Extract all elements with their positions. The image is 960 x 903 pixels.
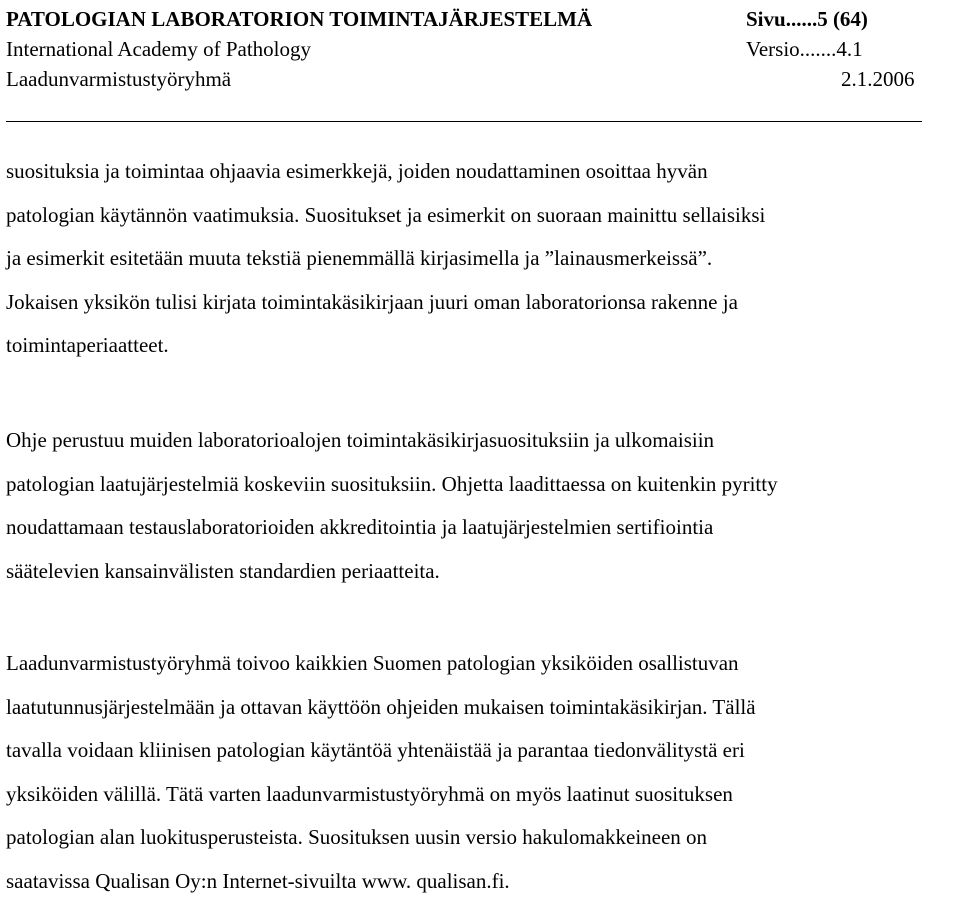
paragraph-line: toimintaperiaatteet. [6, 324, 941, 368]
header-row-group [6, 64, 936, 94]
paragraph-1 [6, 150, 941, 368]
paragraph-line: yksiköiden välillä. Tätä varten laadunvarmistustyöryhmä on myös laatinut suosituksen [6, 773, 941, 817]
paragraph-2 [6, 419, 941, 593]
paragraph-line: Laadunvarmistustyöryhmä toivoo kaikkien Suomen patologian yksiköiden osallistuvan [6, 642, 941, 686]
paragraph-line: patologian käytännön vaatimuksia. Suositukset ja esimerkit on suoraan mainittu sellaisiksi [6, 194, 941, 238]
document-title: PATOLOGIAN LABORATORION TOIMINTAJÄRJESTELMÄ [6, 4, 592, 34]
page-number: Sivu......5 (64) [746, 4, 936, 34]
version-number: Versio.......4.1 [746, 34, 936, 64]
header-row-title [6, 4, 936, 34]
header-row-organization [6, 34, 936, 64]
paragraph-line: saatavissa Qualisan Oy:n Internet-sivuilta www. qualisan.fi. [6, 860, 941, 903]
paragraph-line: Jokaisen yksikön tulisi kirjata toimintakäsikirjaan juuri oman laboratorionsa rakenne ja [6, 281, 941, 325]
paragraph-line: laatutunnusjärjestelmään ja ottavan käyttöön ohjeiden mukaisen toimintakäsikirjan. Tällä [6, 686, 941, 730]
paragraph-line: Ohje perustuu muiden laboratorioalojen toimintakäsikirjasuosituksiin ja ulkomaisiin [6, 419, 941, 463]
paragraph-line: suosituksia ja toimintaa ohjaavia esimerkkejä, joiden noudattaminen osoittaa hyvän [6, 150, 941, 194]
document-date: 2.1.2006 [841, 64, 936, 94]
header-divider [6, 121, 922, 122]
paragraph-line: patologian alan luokitusperusteista. Suosituksen uusin versio hakulomakkeineen on [6, 816, 941, 860]
paragraph-line: patologian laatujärjestelmiä koskeviin suosituksiin. Ohjetta laadittaessa on kuitenkin pyritty [6, 463, 941, 507]
paragraph-line: noudattamaan testauslaboratorioiden akkreditointia ja laatujärjestelmien sertifiointia [6, 506, 941, 550]
paragraph-line: tavalla voidaan kliinisen patologian käytäntöä yhtenäistää ja parantaa tiedonvälitystä eri [6, 729, 941, 773]
group-name: Laadunvarmistustyöryhmä [6, 64, 231, 94]
paragraph-line: säätelevien kansainvälisten standardien periaatteita. [6, 550, 941, 594]
paragraph-line: ja esimerkit esitetään muuta tekstiä pienemmällä kirjasimella ja ”lainausmerkeissä”. [6, 237, 941, 281]
organization-name: International Academy of Pathology [6, 34, 311, 64]
document-page [6, 4, 936, 94]
paragraph-3 [6, 642, 941, 903]
